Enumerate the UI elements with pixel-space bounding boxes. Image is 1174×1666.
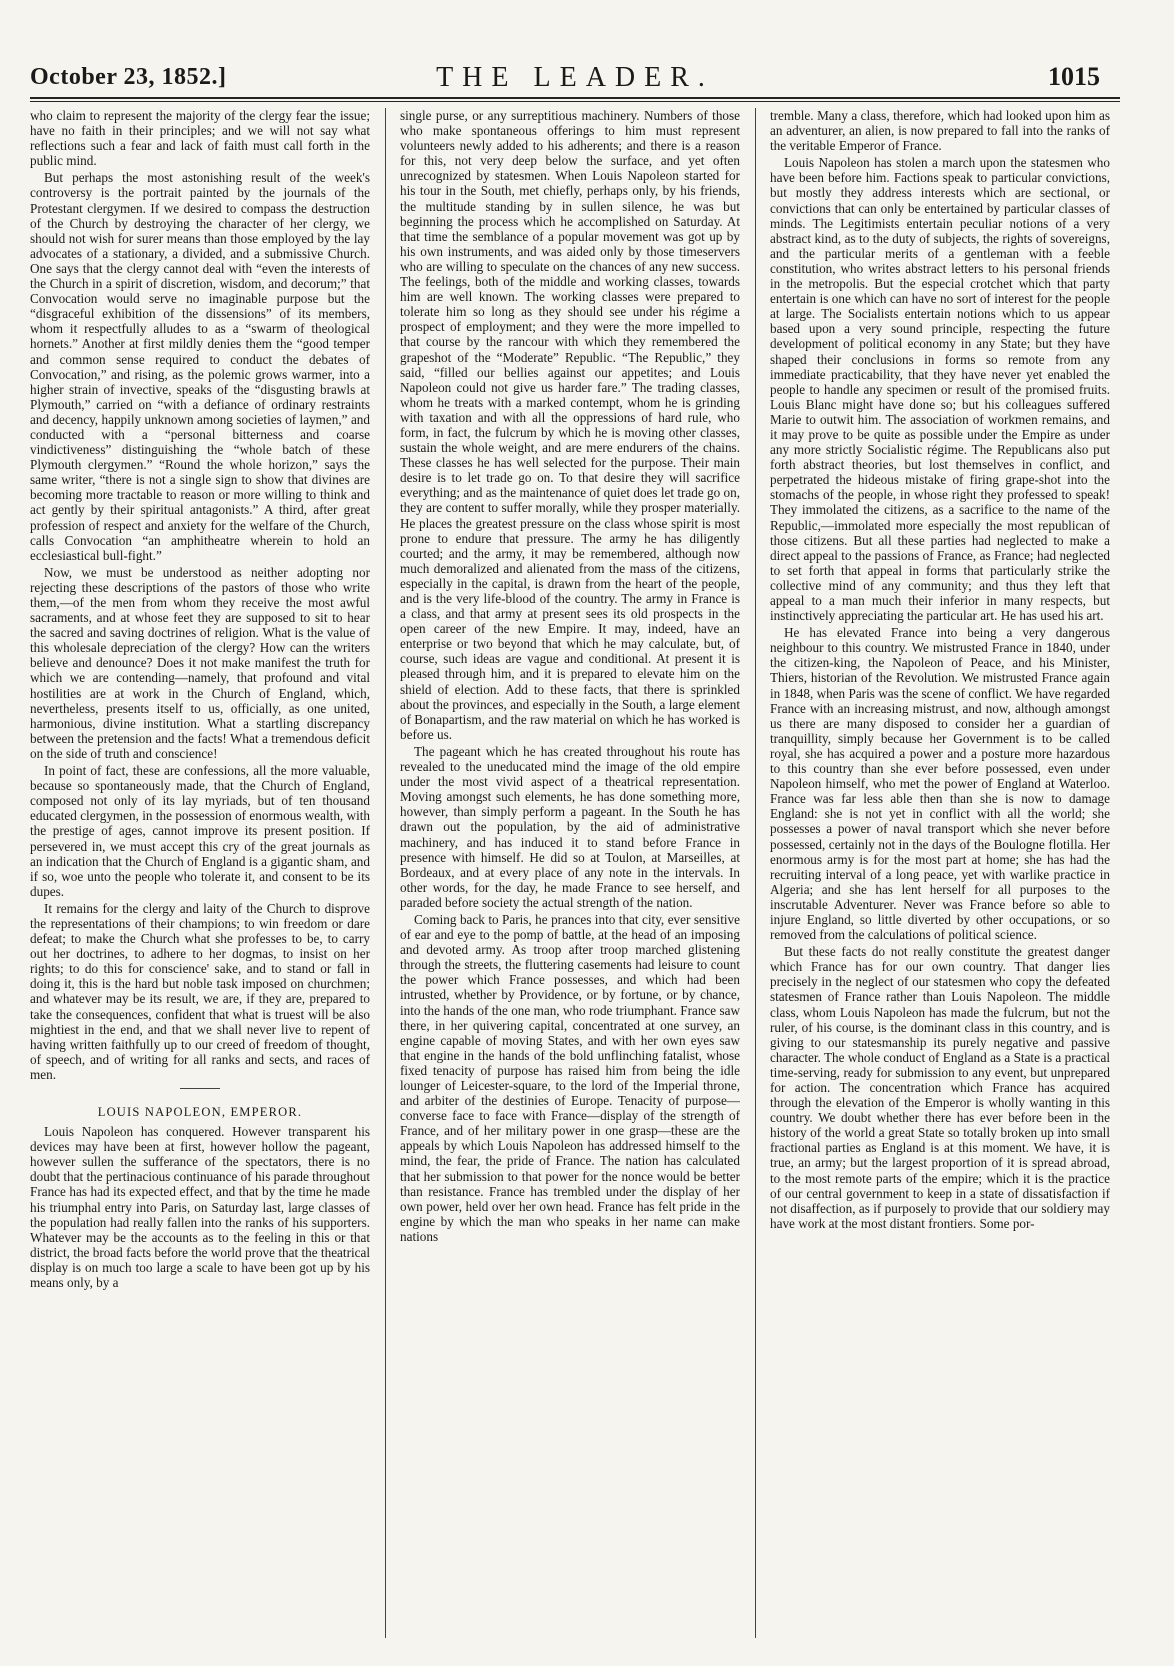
paragraph: He has elevated France into being a very dangerous neighbour to this country. We mistrusted France in 1840, under the citizen-king, the Napoleon of Peace, and his Minister, Thiers, historian of the Revolution. We mistrusted France again in 1848, when Paris was the scene of conflict. We have regarded France with an increasing mistrust, and now, although amongst us there are many disposed to consider her a guardian of tranquillity, simply because her Government is to be called royal, she has acquired a power and a posture more hazardous to this country than she ever before possessed, even under Napoleon himself, who met the power of England at Waterloo. France was far less able then than she is now to damage England: she is not yet in conflict with all the world; she possesses a power of naval transport which she never before possessed, certainly not in the days of the Boulogne flotilla. Her enormous army is for the most part at home; she has had the recruiting interval of a long peace, yet with warlike practice in Algeria; and she has lent herself for all purposes to the inscrutable Adventurer. Never was France before so able to injure England, so little diverted by other occupations, or so removed from the calculations of political science.	[770, 625, 1110, 943]
issue-date: October 23, 1852.]	[30, 64, 227, 90]
masthead	[30, 60, 1120, 100]
column-divider	[755, 108, 756, 1638]
masthead-rule-thin	[30, 101, 1120, 102]
masthead-rule-thick	[30, 97, 1120, 99]
paragraph: Louis Napoleon has stolen a march upon the statesmen who have been before him. Factions speak to particular convictions, but mostly they address interests which are sectional, or convictions that can only be entertained by particular classes of minds. The Legitimists entertain peculiar notions of a very abstract kind, as to the duty of subjects, the rights of sovereigns, and the particular merits of a gentleman with a feeble constitution, who writes abstract letters to his personal friends in the metropolis. But the especial crotchet which that party entertain is one which can have no sort of interest for the people at large. The Socialists entertain notions which to us appear based upon a very sound principle, respecting the future development of political economy in any State; but they have shaped their conclusions in forms so remote from any immediate practicability, that they have never yet enabled the people to handle any specimen or result of the promised fruits. Louis Blanc might have done so; but his colleagues suffered Marie to outwit him. The association of workmen remains, and it may prove to be quite as possible under the Empire as under any more strictly Socialistic régime. The Republicans also put forth abstract theories, but lost themselves in conflict, and perpetrated the hideous mistake of firing grape-shot into the stomachs of the people, in whose right they professed to speak! They immolated the citizens, as a sacrifice to the name of the Republic,—immolated more especially the most republican of those citizens. But all these parties had neglected to make a direct appeal to the passions of France, as France; had neglected to set forth that appeal in forms that particularly strike the collective mind of any community; and thus they left that appeal to a man much their inferior in many respects, but instinctively appreciating the particular art. He has used his art.	[770, 155, 1110, 624]
newspaper-page	[30, 52, 1120, 1652]
paragraph: who claim to represent the majority of the clergy fear the issue; have no faith in their principles; and we will not say what reflections such a fear and lack of faith must call forth in the public mind.	[30, 108, 370, 169]
column-divider	[385, 108, 386, 1638]
column-3	[770, 108, 1110, 1648]
columns	[30, 108, 1120, 1648]
column-2	[400, 108, 740, 1648]
paragraph: But these facts do not really constitute the greatest danger which France has for our own country. That danger lies precisely in the neglect of our statesmen who copy the defeated statesmen of France rather than Louis Napoleon. The middle class, whom Louis Napoleon has made the fulcrum, but not the ruler, of his course, is the dominant class in this country, and is giving to our statesmanship its purely negative and passive character. The whole conduct of England as a State is a practical time-serving, ready for submission to any event, but unprepared for action. The concentration which France has acquired through the elevation of the Emperor is wholly wanting in this country. We doubt whether there has ever before been in the history of the world a great State so totally broken up into small fractional parties as England is at this moment. We have, it is true, an army; but the largest proportion of it is spread abroad, to the most remote parts of the empire; which it is the practice of our central government to keep in a state of dissatisfaction if not disaffection, as if purposely to provide that our soldiery may have work at the most distant frontiers. Some por-	[770, 944, 1110, 1231]
article-heading: LOUIS NAPOLEON, EMPEROR.	[97, 1105, 303, 1119]
paragraph: In point of fact, these are confessions, all the more valuable, because so spontaneously made, that the Church of England, composed not only of its lay myriads, but of ten thousand educated clergymen, in the possession of enormous wealth, with the prestige of ages, cannot improve its present position. If persevered in, we must accept this cry of the great journals as an indication that the Church of England is a gigantic sham, and if so, woe unto the people who tolerate it, and consent to be its dupes.	[30, 763, 370, 899]
paragraph: Coming back to Paris, he prances into that city, ever sensitive of ear and eye to the pomp of battle, at the head of an imposing and devoted army. As troop after troop marched glistening through the streets, the fluttering casements had leisure to count the power which France possesses, and which had been intrusted, whether by Providence, or by fortune, or by chance, into the hands of the one man, who rode triumphant. France saw there, in her quivering capital, concentrated at one survey, an engine capable of moving States, and with her own eyes saw that engine in the hands of the bold unflinching fatalist, whose fixed tenacity of purpose has raised him from being the idle lounger of Leicester-square, to the lord of the Imperial throne, and arbiter of the destinies of Europe. Tenacity of purpose—converse face to face with France—display of the strength of France, and of her military power in one grasp—these are the appeals by which Louis Napoleon has addressed himself to the mind, the fear, the pride of France. The nation has calculated that her submission to that power for the nonce would be better than resistance. France has trembled under the display of her own power, held over her own head. France has felt pride in the engine by which the man who speaks in her name can make nations	[400, 911, 740, 1244]
paragraph: It remains for the clergy and laity of the Church to disprove the representations of their champions; to win freedom or dare defeat; to make the Church what she professes to be, to carry out her doctrines, to adhere to her dogmas, to insist on her rights; to do this for conscience' sake, and to stand or fall in doing it, this is the hard but noble task imposed on churchmen; and whatever may be its result, we are, if they are, prepared to take the consequences, confident that what is truest will be also mightiest in the end, and that we shall never live to repent of having written faithfully up to our creed of freedom of thought, of speech, and of writing for all ranks and sects, and races of men.	[30, 900, 370, 1082]
paragraph: tremble. Many a class, therefore, which had looked upon him as an adventurer, an alien, is now prepared to fall into the ranks of the veritable Emperor of France.	[770, 108, 1110, 154]
paragraph: Now, we must be understood as neither adopting nor rejecting these descriptions of the pastors of those who write them,—of the men from whom they receive the most awful sacraments, and at whose feet they are supposed to sit to hear the sacred and saving doctrines of religion. What is the value of this wholesale depreciation of the clergy? How can the writers believe and denounce? Does it not make manifest the truth for which we are contending—namely, that profound and vital hostilities are at work in the Church of England, which, nevertheless, presents itself to us, officially, as one united, harmonious, divine institution. What a startling discrepancy between the pretension and the facts! What a tremendous deficit on the side of truth and conscience!	[30, 564, 370, 761]
paragraph: Louis Napoleon has conquered. However transparent his devices may have been at first, however hollow the pageant, however sullen the sufferance of the spectators, there is no doubt that the pertinacious continuance of his parade throughout France has had its expected effect, and that by the time he made his triumphal entry into Paris, on Saturday last, large classes of the population had really fallen into the ranks of his supporters. Whatever may be the accounts as to the feeling in this or that district, the broad facts before the world prove that the theatrical display is on much too large a scale to have been got up by his means only, by a	[30, 1124, 370, 1291]
section-divider	[180, 1088, 220, 1089]
newspaper-title: THE LEADER.	[436, 62, 714, 93]
paragraph: But perhaps the most astonishing result of the week's controversy is the portrait painted by the journals of the Protestant clergymen. If we desired to compass the destruction of the Church by destroying the character of her clergy, we should not wish for surer means than those employed by the lay advocates of a stationary, a divided, and a submissive Church. One says that the clergy cannot deal with “even the interests of the Church in a spirit of discretion, wisdom, and decorum;” that Convocation would serve no imaginable purpose but the “disgraceful exhibition of the dissensions” of its members, whom it respectfully alludes to as a “swarm of theological hornets.” Another at first mildly denies them the “good temper and common sense required to conduct the debates of Convocation,” and rising, as the polemic grows warmer, into a higher strain of invective, speaks of the “disgusting brawls at Plymouth,” carried on “with a defiance of ordinary restraints and decency, happily unknown among societies of laymen,” and conducted with a “personal bitterness and coarse vindictiveness” distinguishing the “whole batch of these Plymouth clergymen.” “Round the whole horizon,” says the same writer, “there is not a single sign to show that divines are becoming more tractable to reason or more willing to think and act gently by their spiritual antagonists.” A third, after great profession of respect and anxiety for the welfare of the Church, calls Convocation “an amphitheatre wherein to hold an ecclesiastical bull-fight.”	[30, 170, 370, 563]
column-1	[30, 108, 370, 1648]
page-number: 1015	[1048, 62, 1100, 91]
paragraph: The pageant which he has created throughout his route has revealed to the uneducated mind the image of the old empire under the most vivid aspect of a theatrical representation. Moving amongst such elements, he has done something more, however, than simply perform a pageant. In the South he has drawn out the population, by the aid of administrative machinery, and has induced it to stand before France in presence with himself. He did so at Toulon, at Marseilles, at Bordeaux, and at every place of any note in the intervals. In other words, for the day, he made France to see herself, and paraded before society the actual strength of the nation.	[400, 743, 740, 910]
paragraph: single purse, or any surreptitious machinery. Numbers of those who make spontaneous offerings to him must represent volunteers newly added to his adherents; and there is a reason for this, not very deep below the surface, and yet often unrecognized by statesmen. When Louis Napoleon started for his tour in the South, met chiefly, perhaps only, by his friends, the multitude standing by in sullen silence, he was but beginning the process which he accomplished on Saturday. At that time the semblance of a popular movement was got up by his own instruments, and was aided only by those timeservers who are willing to speculate on the chances of any new success. The feelings, both of the middle and working classes, towards him are well known. The working classes were prepared to tolerate him so long as they should see under his régime a prospect of employment; and they were the more impelled to that course by the rancour with which they remembered the grapeshot of the “Moderate” Republic. “The Republic,” they said, “filled our bellies against our appetites; and Louis Napoleon could not give us harder fare.” The trading classes, whom he treats with a marked contempt, whom he is grinding with taxation and with all the oppressions of hard rule, who form, in fact, the fulcrum by which he is moving other classes, sustain the whole weight, and are mere endurers of the chains. These classes he has well selected for the purpose. Their main desire is to let trade go on. To that desire they will sacrifice everything; and as the maintenance of quiet does let trade go on, they are content to suffer morally, while they prosper materially. He places the greatest pressure on the class whose spirit is most prone to endure that pressure. The army he has diligently courted; and the army, it may be remembered, although now much demoralized and alienated from the mass of the citizens, especially in the capital, is drawn from the heart of the people, and is the very life-blood of the country. The army in France is a class, and that army at present sees its old prospects in the open career of the new Empire. It may, indeed, have an enterprise or two beyond that which he may calculate, but, of course, such ideas are vague and conditional. At present it is pleased through him, and it is prepared to elevate him on the shield of election. Add to these facts, that there is sprinkled about the provinces, and especially in the South, a large element of Bonapartism, and the raw material on which he has worked is before us.	[400, 108, 740, 742]
